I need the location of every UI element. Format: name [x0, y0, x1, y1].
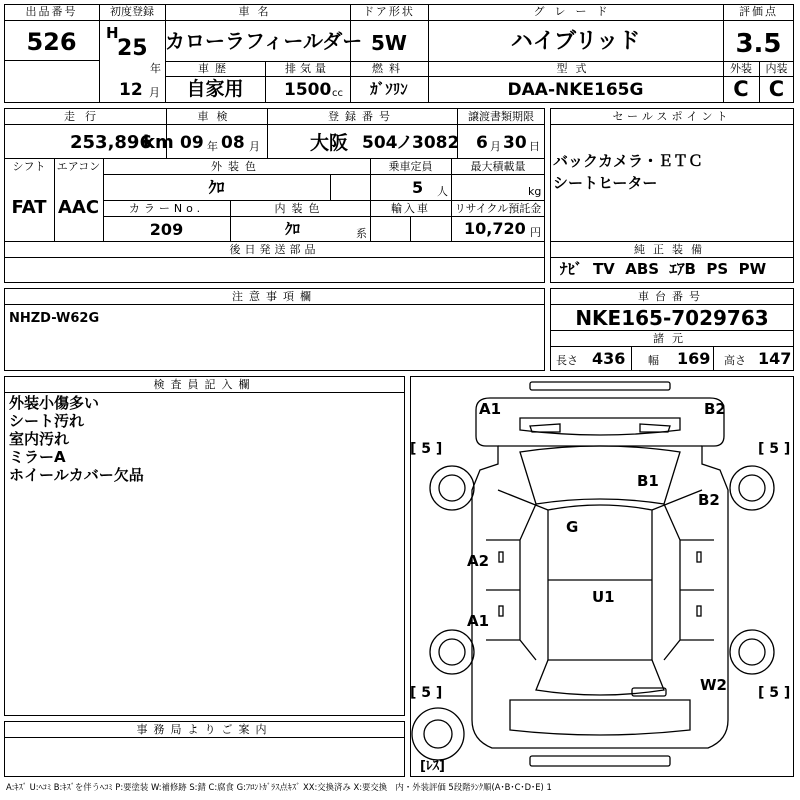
- inspector-line: シート汚れ: [9, 412, 85, 430]
- inspection-month: 08: [221, 133, 245, 153]
- equipment: ﾅﾋﾞ TV ABS ｴｱB PS PW: [560, 260, 767, 278]
- car-name-label: 車名: [238, 5, 277, 18]
- sales-point-label: セールスポイント: [612, 110, 732, 123]
- office-label: 事務局よりご案内: [136, 723, 273, 736]
- score: 3.5: [735, 29, 782, 59]
- ext-color: ｸﾛ: [208, 178, 225, 197]
- transfer-label: 譲渡書類期限: [468, 110, 534, 123]
- displacement-label: 排気量: [285, 62, 330, 75]
- exterior-grade: C: [733, 77, 749, 101]
- history: 自家用: [186, 78, 244, 100]
- capacity-label: 乗車定員: [388, 160, 433, 173]
- mark-w2: W2: [700, 676, 727, 694]
- transfer-day-unit: 日: [529, 140, 540, 153]
- reg-era: H: [106, 24, 119, 42]
- ac: AAC: [57, 197, 100, 218]
- lot-label: 出品番号: [25, 5, 78, 18]
- inspection-year-unit: 年: [207, 140, 218, 153]
- mileage-label: 走行: [64, 110, 106, 123]
- transfer-day: 30: [503, 133, 527, 153]
- displacement: 1500: [284, 80, 332, 100]
- int-color-unit: 系: [356, 227, 367, 240]
- legend: A:ｷｽﾞ U:ﾍｺﾐ B:ｷｽﾞを伴うﾍｺﾐ P:要塗装 W:補修跡 S:錆 C:腐食 G:ﾌﾛﾝﾄｶﾞﾗｽ点ｷｽﾞ XX:交換済み X:要交換 内・外装評価 5段階ﾗﾝｸ順(A･B･C･D･E) 1: [6, 782, 552, 792]
- mark-b1: B1: [637, 472, 659, 490]
- color-no-label: カラーNo.: [128, 202, 205, 215]
- reg-year: 25: [117, 36, 148, 61]
- exterior-label: 外装: [730, 62, 752, 75]
- inspector-line: 室内汚れ: [9, 430, 70, 448]
- tire-rear-left: [ 5 ]: [410, 685, 443, 701]
- transfer-month-unit: 月: [490, 140, 501, 153]
- equipment-label: 純正装備: [634, 243, 710, 256]
- reg-month-unit: 月: [149, 86, 160, 99]
- plate-number: 3082: [412, 133, 460, 153]
- mark-b2-side: B2: [698, 491, 720, 509]
- height: 147: [758, 349, 792, 368]
- recycle-unit: 円: [530, 226, 541, 239]
- grade: ハイブリッド: [510, 29, 641, 54]
- width-label: 幅: [648, 354, 659, 367]
- door-label: ドア形状: [363, 5, 415, 18]
- int-color-label: 内装色: [274, 202, 326, 215]
- import-label: 輸入車: [391, 202, 430, 215]
- first-reg-label: 初度登録: [110, 5, 154, 18]
- mark-g: G: [566, 518, 579, 536]
- notes-label: 注意事項欄: [232, 290, 317, 303]
- displacement-unit: cc: [332, 88, 343, 99]
- notes-text: NHZD-W62G: [9, 311, 100, 326]
- inspector-line: 外装小傷多い: [9, 394, 100, 412]
- door-type: 5W: [371, 31, 407, 55]
- lot-number: 526: [26, 28, 77, 56]
- transfer-month: 6: [476, 133, 488, 153]
- mark-a2: A2: [467, 552, 490, 570]
- length-label: 長さ: [556, 354, 578, 367]
- sales-point-2: シートヒーター: [553, 174, 658, 192]
- inspection-month-unit: 月: [249, 140, 260, 153]
- tire-rear-right: [ 5 ]: [758, 685, 791, 701]
- capacity-unit: 人: [437, 185, 448, 198]
- plate-label: 登録番号: [328, 110, 396, 123]
- recycle-label: リサイクル預託金: [454, 202, 542, 215]
- inspector-line: ホイールカバー欠品: [9, 466, 144, 484]
- width: 169: [677, 349, 711, 368]
- spare-tire: [ﾚｽ]: [420, 759, 445, 774]
- height-label: 高さ: [724, 354, 746, 367]
- mark-a1-top: A1: [479, 400, 502, 418]
- tire-front-left: [ 5 ]: [410, 441, 443, 457]
- grade-label: グレード: [533, 5, 618, 18]
- reg-month: 12: [119, 80, 143, 100]
- shift: FAT: [11, 197, 47, 218]
- inspector-line: ミラーA: [9, 448, 66, 466]
- length: 436: [592, 349, 626, 368]
- tire-front-right: [ 5 ]: [758, 441, 791, 457]
- mileage-unit: km: [143, 132, 174, 153]
- chassis-label: 車台番号: [638, 290, 706, 303]
- plate-area: 大阪: [310, 132, 349, 154]
- inspection-year: 09: [180, 133, 204, 153]
- capacity: 5: [412, 178, 424, 197]
- inspection-label: 車検: [197, 110, 236, 123]
- model-label: 型式: [556, 62, 595, 75]
- later-parts-label: 後日発送部品: [229, 243, 320, 256]
- score-label: 評価点: [739, 5, 778, 18]
- specs-label: 諸元: [653, 332, 691, 345]
- recycle-fee: 10,720: [464, 219, 526, 238]
- inspector-label: 検査員記入欄: [153, 378, 256, 391]
- chassis-number: NKE165-7029763: [575, 306, 769, 330]
- shift-label: シフト: [12, 160, 46, 173]
- int-color: ｸﾛ: [284, 220, 300, 238]
- sales-point-1: バックカメラ・ＥＴＣ: [553, 152, 704, 170]
- plate-class: 504: [362, 133, 398, 153]
- ac-label: エアコン: [56, 160, 101, 173]
- car-name: カローラフィールダー: [165, 29, 363, 53]
- plate-kana: ノ: [396, 133, 413, 153]
- max-load-unit: kg: [528, 185, 542, 198]
- fuel-label: 燃料: [372, 62, 406, 75]
- interior-grade: C: [768, 77, 785, 101]
- color-no: 209: [149, 220, 184, 239]
- mark-b2-top: B2: [704, 400, 726, 418]
- model-code: DAA-NKE165G: [507, 80, 644, 100]
- interior-label: 内装: [765, 62, 788, 75]
- reg-year-unit: 年: [150, 62, 161, 75]
- mileage: 253,896: [70, 132, 152, 153]
- fuel: ｶﾞｿﾘﾝ: [370, 80, 408, 98]
- ext-color-label: 外装色: [211, 160, 262, 173]
- mark-u1: U1: [592, 588, 615, 606]
- mark-a1-side: A1: [467, 612, 490, 630]
- history-label: 車歴: [198, 62, 232, 75]
- max-load-label: 最大積載量: [470, 160, 526, 173]
